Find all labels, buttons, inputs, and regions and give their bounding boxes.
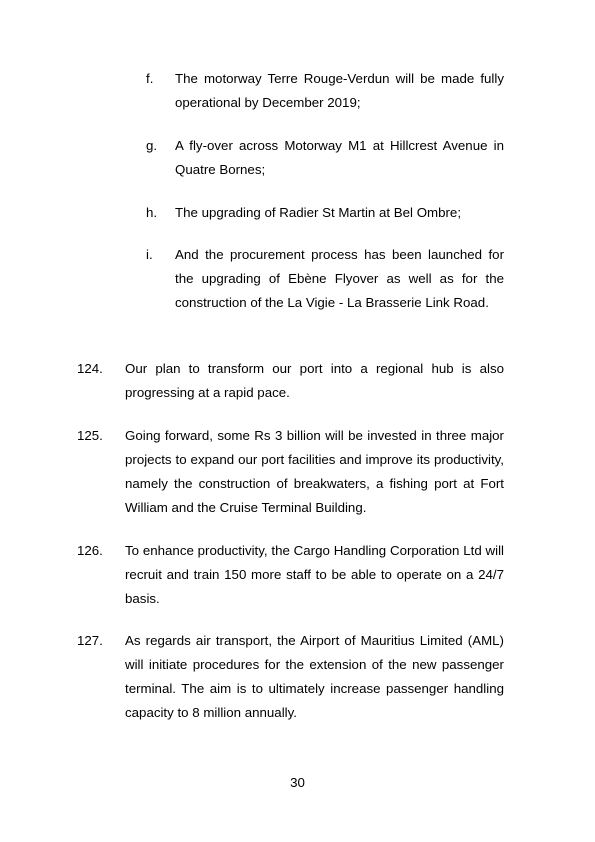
paragraph-number: 125.	[77, 428, 103, 443]
list-item-f	[146, 67, 504, 115]
list-item-text: The upgrading of Radier St Martin at Bel Ombre;	[175, 205, 462, 220]
page-number: 30	[290, 775, 305, 790]
paragraph-text: Our plan to transform our port into a regional hub is also progressing at a rapid pace.	[125, 361, 504, 400]
paragraph-number: 124.	[77, 361, 103, 376]
list-item-text: And the procurement process has been launched for the upgrading of Ebène Flyover as well as for the construction of the La Vigie - La Brasserie Link Road.	[175, 247, 504, 310]
paragraph-126	[77, 539, 504, 611]
paragraph-125	[77, 424, 504, 520]
list-item-h	[146, 201, 504, 225]
paragraph-number: 126.	[77, 543, 103, 558]
list-marker: i.	[146, 247, 153, 262]
list-item-text: The motorway Terre Rouge-Verdun will be made fully operational by December 2019;	[175, 71, 504, 110]
list-marker: h.	[146, 205, 158, 220]
list-item-i	[146, 243, 504, 315]
paragraph-text: As regards air transport, the Airport of Mauritius Limited (AML) will initiate procedures for the extension of the new passenger terminal. The aim is to ultimately increase passenger handling capacity to 8 million annually.	[125, 633, 504, 720]
list-marker: f.	[146, 71, 154, 86]
list-item-g	[146, 134, 504, 182]
paragraph-127	[77, 629, 504, 725]
paragraph-number: 127.	[77, 633, 103, 648]
paragraph-text: To enhance productivity, the Cargo Handling Corporation Ltd will recruit and train 150 more staff to be able to operate on a 24/7 basis.	[125, 543, 504, 606]
list-marker: g.	[146, 138, 158, 153]
paragraph-text: Going forward, some Rs 3 billion will be invested in three major projects to expand our port facilities and improve its productivity, namely the construction of breakwaters, a fishing port at Fort William and the Cruise Terminal Building.	[125, 428, 504, 515]
list-item-text: A fly-over across Motorway M1 at Hillcrest Avenue in Quatre Bornes;	[175, 138, 504, 177]
paragraph-124	[77, 357, 504, 405]
